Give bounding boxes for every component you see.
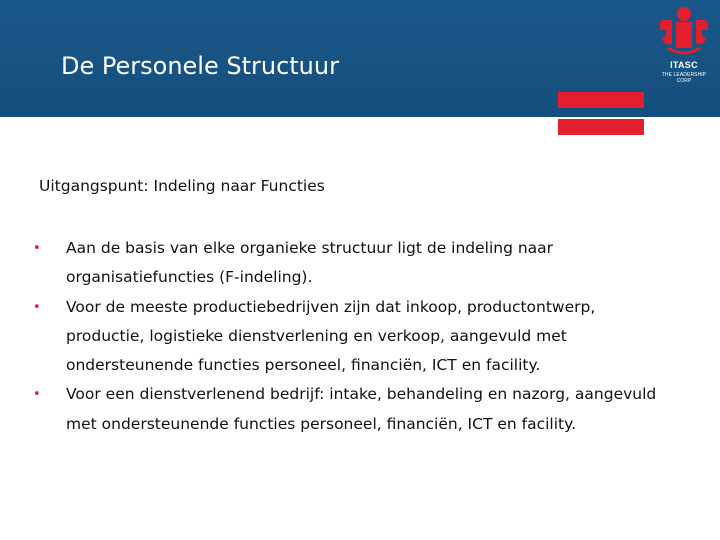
bullet-line: organisatiefuncties (F-indeling). <box>66 268 313 287</box>
slide-subtitle: Uitgangspunt: Indeling naar Functies <box>39 177 325 195</box>
accent-bar-bottom <box>558 119 644 135</box>
bullet-line: ondersteunende functies personeel, financiën, ICT en facility. <box>66 356 541 375</box>
bullet-item <box>33 234 713 293</box>
bullet-dot-icon: • <box>33 241 41 256</box>
slide-title: De Personele Structuur <box>61 52 339 80</box>
bullet-line: productie, logistieke dienstverlening en verkoop, aangevuld met <box>66 326 567 345</box>
bullet-line: Aan de basis van elke organieke structuur ligt de indeling naar <box>66 239 554 257</box>
itasc-logo-icon <box>654 4 714 58</box>
logo-name: ITASC <box>670 60 698 70</box>
bullet-dot-icon: • <box>33 299 41 315</box>
bullet-line: Voor een dienstverlenend bedrijf: intake, behandeling en nazorg, aangevuld <box>66 385 657 404</box>
bullet-line: Voor de meeste productiebedrijven zijn dat inkoop, productontwerp, <box>66 297 596 316</box>
bullet-item <box>33 293 713 381</box>
bullet-line: met ondersteunende functies personeel, financiën, ICT en facility. <box>66 414 576 433</box>
accent-bar-top <box>558 92 644 108</box>
bullet-item <box>33 380 713 439</box>
bullet-list <box>33 234 713 439</box>
logo-tagline: THE LEADERSHIP CORP <box>661 72 707 84</box>
itasc-logo <box>654 4 714 84</box>
bullet-dot-icon: • <box>33 387 41 403</box>
